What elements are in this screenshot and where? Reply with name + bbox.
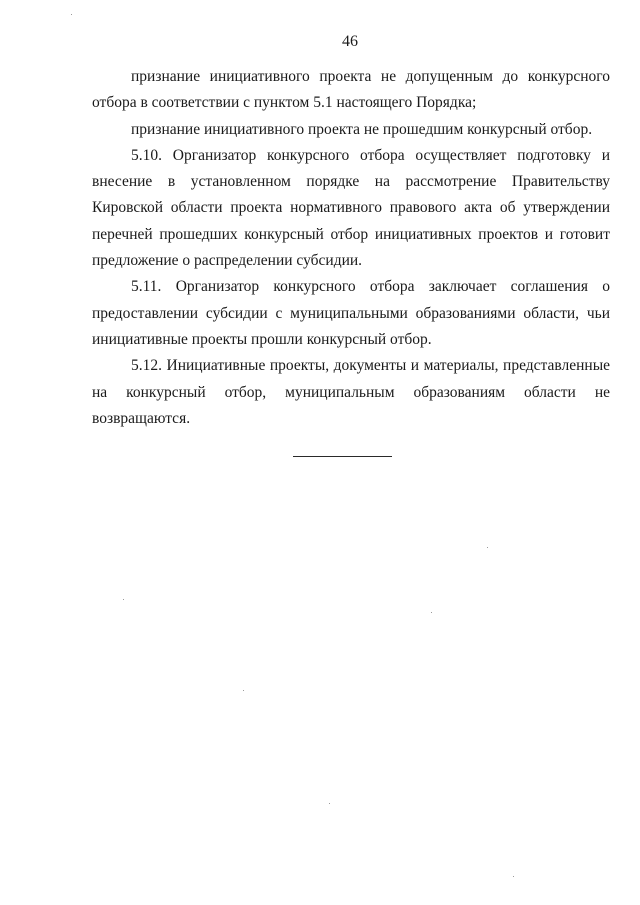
paragraph-5-10: 5.10. Организатор конкурсного отбора осуществляет подготовку и внесение в установленном порядке на рассмотрение Правительству Кировской области проекта нормативного правового акта об утверждении перечней прошедших конкурсный отбор инициативных проектов и готовит предложение о распределении субсидии. <box>92 146 610 270</box>
scan-speck <box>329 803 330 804</box>
page-number: 46 <box>342 33 358 50</box>
scan-speck <box>243 690 244 691</box>
paragraph-5-11: 5.11. Организатор конкурсного отбора заключает соглашения о предоставлении субсидии с муниципальными образованиями области, чьи инициативные проекты прошли конкурсный отбор. <box>92 278 610 348</box>
scan-speck <box>123 599 124 600</box>
end-divider-line <box>293 456 392 457</box>
paragraph-5-12: 5.12. Инициативные проекты, документы и материалы, представленные на конкурсный отбор, муниципальным образованиям области не возвращаются. <box>92 357 610 427</box>
scan-speck <box>431 612 432 613</box>
paragraph-not-passed: признание инициативного проекта не прошедшим конкурсный отбор. <box>131 120 593 138</box>
document-body <box>92 64 610 432</box>
scan-speck <box>487 547 488 548</box>
scan-speck <box>513 876 514 877</box>
paragraph-not-admitted: признание инициативного проекта не допущенным до конкурсного отбора в соответствии с пунктом 5.1 настоящего Порядка; <box>92 68 610 112</box>
scan-speck <box>71 14 72 15</box>
